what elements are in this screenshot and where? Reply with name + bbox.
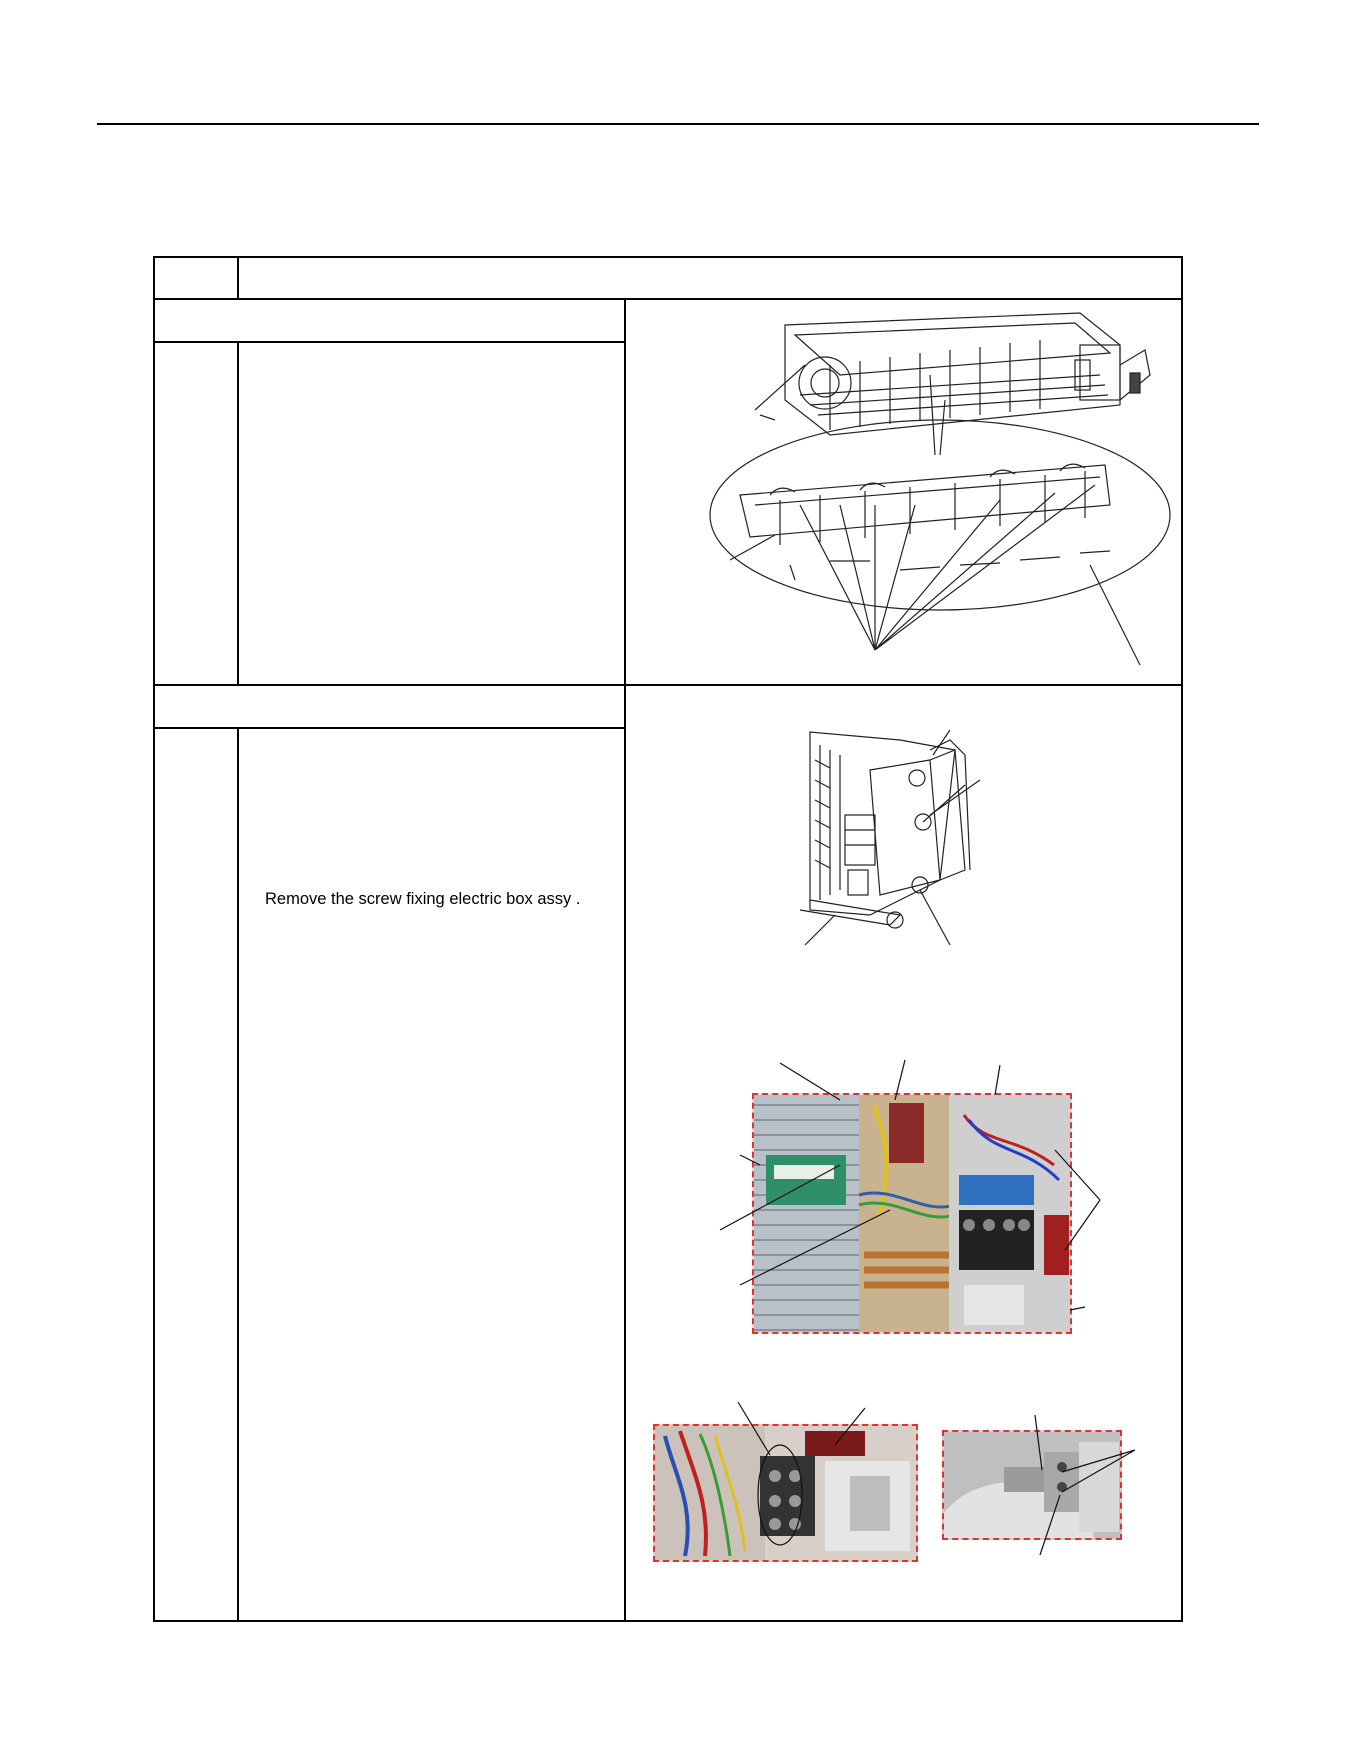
step-instruction: Remove the screw fixing electric box assy . xyxy=(265,890,581,908)
section-boundary xyxy=(153,684,1183,686)
section2-step-divider xyxy=(237,727,239,1622)
section2-title-divider xyxy=(153,727,625,729)
screw-closeup-leaders xyxy=(1020,1410,1150,1560)
section1-step-divider xyxy=(237,341,239,685)
header-row-divider xyxy=(153,298,1183,300)
wiring-photo-leaders xyxy=(700,1055,1100,1355)
header-cell-divider xyxy=(237,256,239,299)
indoor-unit-drawing xyxy=(700,305,1170,655)
electric-box-drawing xyxy=(780,720,1030,950)
section1-title-divider xyxy=(153,341,625,343)
terminal-block-leaders xyxy=(720,1400,900,1550)
column-divider xyxy=(624,298,626,1622)
page-header-rule xyxy=(97,123,1259,125)
